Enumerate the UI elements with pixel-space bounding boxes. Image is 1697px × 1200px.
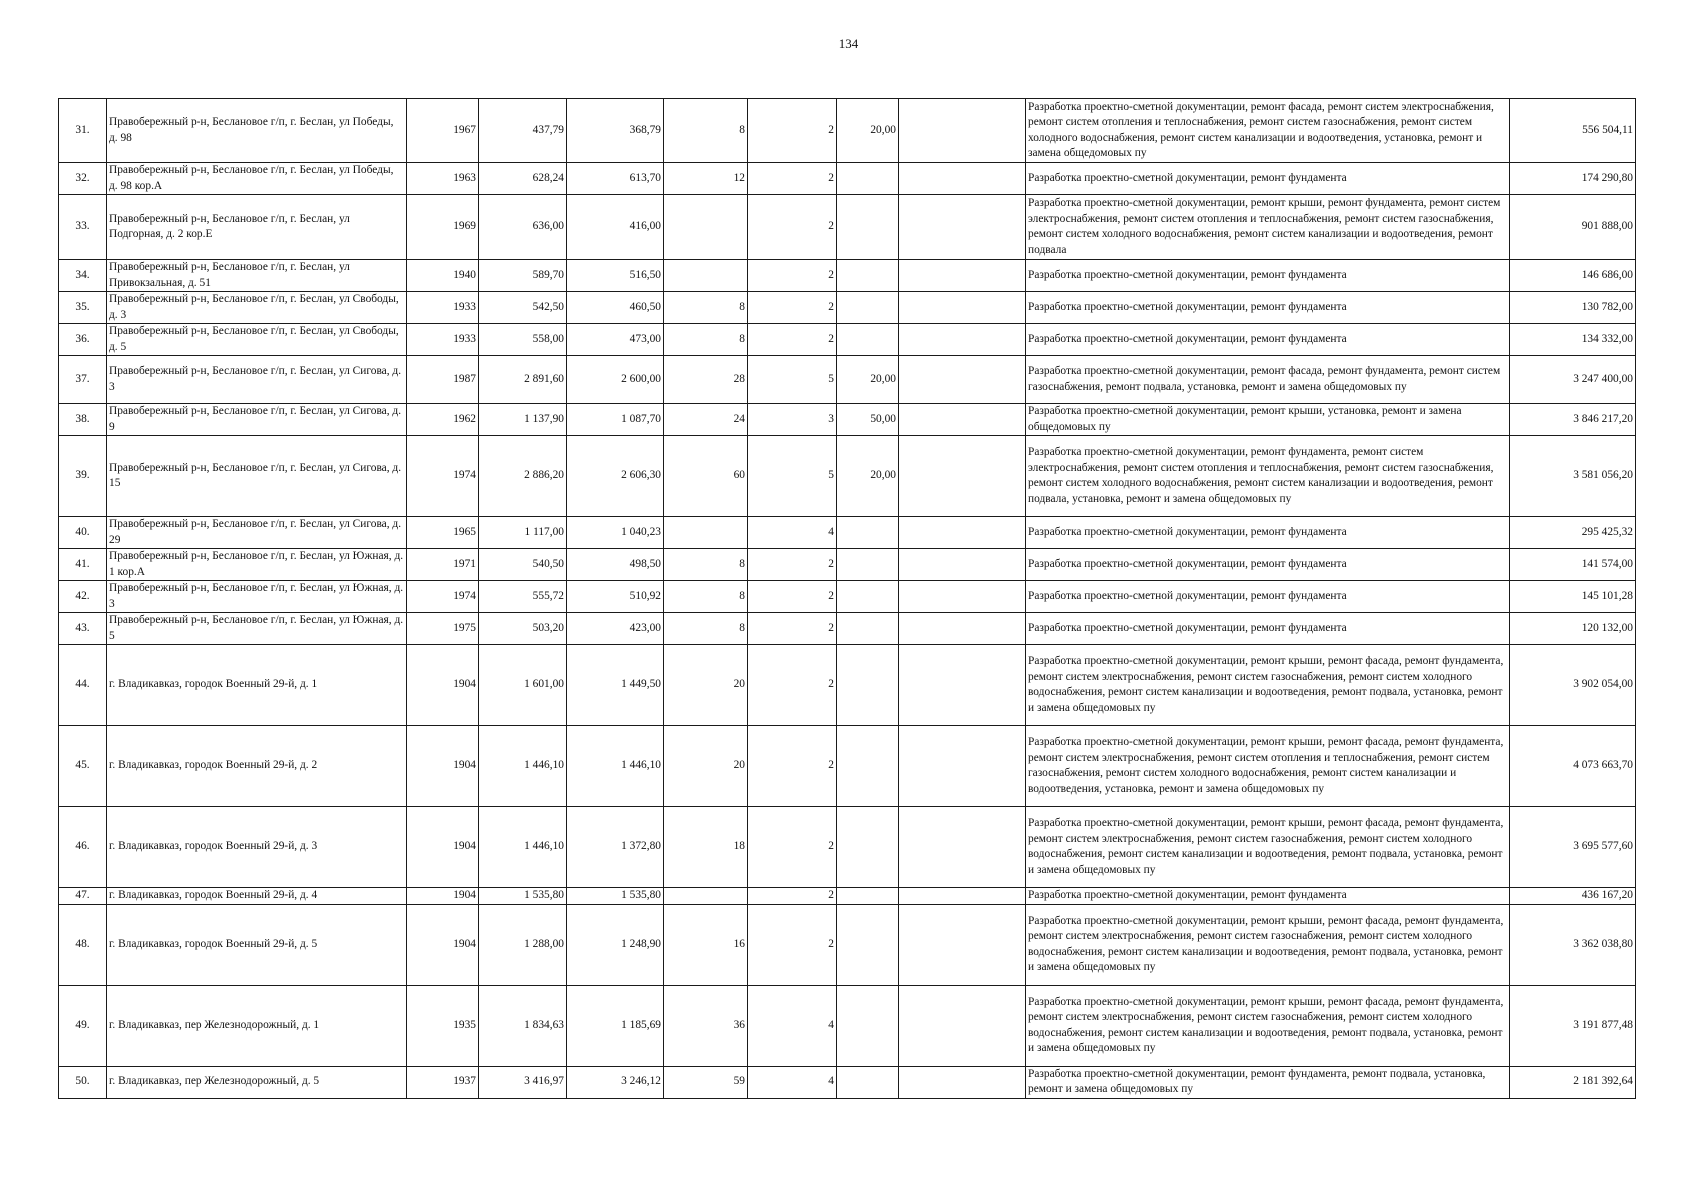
row-address: Правобережный р-н, Беслановое г/п, г. Беслан, ул Сигова, д. 15	[107, 436, 407, 517]
row-living-area: 1 040,23	[567, 517, 664, 549]
row-works: Разработка проектно-сметной документации, ремонт фундамента, ремонт подвала, установка, ремонт и замена общедомовых пу	[1026, 1066, 1510, 1098]
row-total-area: 540,50	[479, 549, 567, 581]
row-works: Разработка проектно-сметной документации, ремонт фундамента	[1026, 581, 1510, 613]
row-living-area: 1 372,80	[567, 807, 664, 888]
row-cost: 3 362 038,80	[1510, 904, 1636, 985]
row-number: 38.	[59, 404, 107, 436]
row-works: Разработка проектно-сметной документации, ремонт крыши, ремонт фасада, ремонт фундамента, ремонт систем электроснабжения, ремонт систем газоснабжения, ремонт систем холодного водоснабжения, ремонт систем канализации и водоотведения, ремонт подвала, установка, ремонт и замена общедомовых пу	[1026, 807, 1510, 888]
row-address: г. Владикавказ, пер Железнодорожный, д. 5	[107, 1066, 407, 1098]
row-living-area: 1 446,10	[567, 726, 664, 807]
row-living-area: 368,79	[567, 99, 664, 163]
row-residents: 8	[664, 99, 748, 163]
table-row	[59, 888, 1636, 905]
row-year: 1967	[407, 99, 479, 163]
row-year: 1904	[407, 904, 479, 985]
row-cost: 130 782,00	[1510, 292, 1636, 324]
row-extra	[899, 404, 1026, 436]
row-number: 31.	[59, 99, 107, 163]
row-total-area: 589,70	[479, 260, 567, 292]
row-works: Разработка проектно-сметной документации, ремонт фундамента, ремонт систем электроснабжения, ремонт систем отопления и теплоснабжения, ремонт систем газоснабжения, ремонт систем холодного водоснабжения, ремонт систем канализации и водоотведения, ремонт подвала, установка, ремонт и замена общедомовых пу	[1026, 436, 1510, 517]
row-wear	[837, 904, 899, 985]
row-number: 43.	[59, 613, 107, 645]
row-living-area: 1 248,90	[567, 904, 664, 985]
row-number: 45.	[59, 726, 107, 807]
row-number: 50.	[59, 1066, 107, 1098]
row-cost: 556 504,11	[1510, 99, 1636, 163]
row-residents	[664, 888, 748, 905]
row-floors: 2	[748, 163, 837, 195]
row-year: 1933	[407, 292, 479, 324]
table-row	[59, 517, 1636, 549]
row-floors: 2	[748, 549, 837, 581]
row-residents: 20	[664, 726, 748, 807]
row-works: Разработка проектно-сметной документации, ремонт фундамента	[1026, 888, 1510, 905]
row-extra	[899, 436, 1026, 517]
row-extra	[899, 613, 1026, 645]
table-row	[59, 163, 1636, 195]
row-address: г. Владикавказ, городок Военный 29-й, д. 3	[107, 807, 407, 888]
row-floors: 2	[748, 260, 837, 292]
row-wear: 20,00	[837, 99, 899, 163]
row-works: Разработка проектно-сметной документации, ремонт фундамента	[1026, 613, 1510, 645]
row-cost: 134 332,00	[1510, 324, 1636, 356]
row-address: г. Владикавказ, городок Военный 29-й, д. 4	[107, 888, 407, 905]
table-row	[59, 985, 1636, 1066]
row-works: Разработка проектно-сметной документации, ремонт фундамента	[1026, 517, 1510, 549]
row-residents: 8	[664, 613, 748, 645]
table-row	[59, 581, 1636, 613]
row-number: 32.	[59, 163, 107, 195]
row-address: г. Владикавказ, городок Военный 29-й, д. 1	[107, 645, 407, 726]
row-residents	[664, 195, 748, 260]
row-year: 1904	[407, 726, 479, 807]
row-wear: 20,00	[837, 436, 899, 517]
row-works: Разработка проектно-сметной документации, ремонт крыши, ремонт фасада, ремонт фундамента, ремонт систем электроснабжения, ремонт систем газоснабжения, ремонт систем холодного водоснабжения, ремонт систем канализации и водоотведения, ремонт подвала, установка, ремонт и замена общедомовых пу	[1026, 904, 1510, 985]
table-row	[59, 324, 1636, 356]
row-floors: 2	[748, 99, 837, 163]
row-total-area: 1 446,10	[479, 726, 567, 807]
row-extra	[899, 581, 1026, 613]
row-residents: 59	[664, 1066, 748, 1098]
row-wear	[837, 613, 899, 645]
row-residents: 8	[664, 292, 748, 324]
row-wear	[837, 807, 899, 888]
table-row	[59, 260, 1636, 292]
row-cost: 3 191 877,48	[1510, 985, 1636, 1066]
table-row	[59, 404, 1636, 436]
row-cost: 3 846 217,20	[1510, 404, 1636, 436]
row-year: 1935	[407, 985, 479, 1066]
row-cost: 145 101,28	[1510, 581, 1636, 613]
table-row	[59, 613, 1636, 645]
row-residents: 28	[664, 356, 748, 404]
row-wear: 50,00	[837, 404, 899, 436]
row-cost: 146 686,00	[1510, 260, 1636, 292]
row-residents: 8	[664, 581, 748, 613]
row-extra	[899, 726, 1026, 807]
row-extra	[899, 549, 1026, 581]
row-year: 1975	[407, 613, 479, 645]
row-total-area: 2 886,20	[479, 436, 567, 517]
row-address: Правобережный р-н, Беслановое г/п, г. Беслан, ул Сигова, д. 9	[107, 404, 407, 436]
row-residents: 18	[664, 807, 748, 888]
row-floors: 2	[748, 726, 837, 807]
row-extra	[899, 888, 1026, 905]
row-year: 1971	[407, 549, 479, 581]
row-wear	[837, 726, 899, 807]
row-year: 1963	[407, 163, 479, 195]
row-address: Правобережный р-н, Беслановое г/п, г. Беслан, ул Победы, д. 98	[107, 99, 407, 163]
row-cost: 174 290,80	[1510, 163, 1636, 195]
row-wear	[837, 985, 899, 1066]
row-floors: 2	[748, 904, 837, 985]
row-living-area: 1 185,69	[567, 985, 664, 1066]
row-extra	[899, 1066, 1026, 1098]
table-row	[59, 356, 1636, 404]
row-cost: 120 132,00	[1510, 613, 1636, 645]
row-residents: 60	[664, 436, 748, 517]
row-extra	[899, 99, 1026, 163]
row-address: Правобережный р-н, Беслановое г/п, г. Беслан, ул Южная, д. 5	[107, 613, 407, 645]
row-wear	[837, 888, 899, 905]
row-living-area: 510,92	[567, 581, 664, 613]
row-cost: 3 581 056,20	[1510, 436, 1636, 517]
page-number: 134	[838, 36, 859, 51]
row-year: 1962	[407, 404, 479, 436]
row-living-area: 2 606,30	[567, 436, 664, 517]
row-floors: 4	[748, 1066, 837, 1098]
table-row	[59, 807, 1636, 888]
row-total-area: 542,50	[479, 292, 567, 324]
row-works: Разработка проектно-сметной документации, ремонт крыши, ремонт фасада, ремонт фундамента, ремонт систем электроснабжения, ремонт систем газоснабжения, ремонт систем холодного водоснабжения, ремонт систем канализации и водоотведения, ремонт подвала, установка, ремонт и замена общедомовых пу	[1026, 645, 1510, 726]
row-residents: 8	[664, 549, 748, 581]
row-cost: 4 073 663,70	[1510, 726, 1636, 807]
row-extra	[899, 195, 1026, 260]
row-total-area: 1 535,80	[479, 888, 567, 905]
row-wear	[837, 163, 899, 195]
row-works: Разработка проектно-сметной документации, ремонт фундамента	[1026, 260, 1510, 292]
row-works: Разработка проектно-сметной документации, ремонт фундамента	[1026, 549, 1510, 581]
row-wear	[837, 195, 899, 260]
table-body	[59, 99, 1636, 1099]
row-works: Разработка проектно-сметной документации, ремонт фундамента	[1026, 163, 1510, 195]
row-residents: 12	[664, 163, 748, 195]
row-extra	[899, 904, 1026, 985]
row-floors: 2	[748, 195, 837, 260]
row-living-area: 473,00	[567, 324, 664, 356]
row-residents: 24	[664, 404, 748, 436]
row-year: 1974	[407, 436, 479, 517]
row-residents: 8	[664, 324, 748, 356]
row-cost: 3 695 577,60	[1510, 807, 1636, 888]
row-works: Разработка проектно-сметной документации, ремонт фасада, ремонт систем электроснабжения, ремонт систем отопления и теплоснабжения, ремонт систем газоснабжения, ремонт систем холодного водоснабжения, ремонт систем канализации и водоотведения, установка, ремонт и замена общедомовых пу	[1026, 99, 1510, 163]
row-living-area: 1 535,80	[567, 888, 664, 905]
row-living-area: 1 449,50	[567, 645, 664, 726]
row-extra	[899, 517, 1026, 549]
row-works: Разработка проектно-сметной документации, ремонт фундамента	[1026, 292, 1510, 324]
row-works: Разработка проектно-сметной документации, ремонт крыши, установка, ремонт и замена общедомовых пу	[1026, 404, 1510, 436]
row-living-area: 1 087,70	[567, 404, 664, 436]
row-address: Правобережный р-н, Беслановое г/п, г. Беслан, ул Свободы, д. 5	[107, 324, 407, 356]
table-row	[59, 549, 1636, 581]
row-address: г. Владикавказ, городок Военный 29-й, д. 2	[107, 726, 407, 807]
row-extra	[899, 324, 1026, 356]
row-total-area: 555,72	[479, 581, 567, 613]
row-year: 1937	[407, 1066, 479, 1098]
row-wear: 20,00	[837, 356, 899, 404]
row-year: 1969	[407, 195, 479, 260]
row-floors: 2	[748, 292, 837, 324]
row-year: 1974	[407, 581, 479, 613]
row-number: 36.	[59, 324, 107, 356]
row-works: Разработка проектно-сметной документации, ремонт фундамента	[1026, 324, 1510, 356]
row-total-area: 2 891,60	[479, 356, 567, 404]
row-works: Разработка проектно-сметной документации, ремонт крыши, ремонт фасада, ремонт фундамента, ремонт систем электроснабжения, ремонт систем газоснабжения, ремонт систем холодного водоснабжения, ремонт систем канализации и водоотведения, ремонт подвала, установка, ремонт и замена общедомовых пу	[1026, 985, 1510, 1066]
row-address: г. Владикавказ, пер Железнодорожный, д. 1	[107, 985, 407, 1066]
row-year: 1904	[407, 888, 479, 905]
row-living-area: 416,00	[567, 195, 664, 260]
row-number: 35.	[59, 292, 107, 324]
table-row	[59, 645, 1636, 726]
row-works: Разработка проектно-сметной документации, ремонт крыши, ремонт фасада, ремонт фундамента, ремонт систем электроснабжения, ремонт систем отопления и теплоснабжения, ремонт систем газоснабжения, ремонт систем холодного водоснабжения, ремонт систем канализации и водоотведения, установка, ремонт и замена общедомовых пу	[1026, 726, 1510, 807]
row-floors: 2	[748, 888, 837, 905]
row-number: 48.	[59, 904, 107, 985]
row-year: 1940	[407, 260, 479, 292]
row-number: 37.	[59, 356, 107, 404]
row-extra	[899, 985, 1026, 1066]
row-residents: 16	[664, 904, 748, 985]
row-living-area: 516,50	[567, 260, 664, 292]
row-residents: 36	[664, 985, 748, 1066]
row-total-area: 503,20	[479, 613, 567, 645]
row-floors: 2	[748, 645, 837, 726]
row-year: 1933	[407, 324, 479, 356]
row-year: 1904	[407, 645, 479, 726]
row-living-area: 498,50	[567, 549, 664, 581]
row-number: 39.	[59, 436, 107, 517]
row-total-area: 1 288,00	[479, 904, 567, 985]
row-address: Правобережный р-н, Беслановое г/п, г. Беслан, ул Свободы, д. 3	[107, 292, 407, 324]
row-floors: 4	[748, 517, 837, 549]
row-wear	[837, 260, 899, 292]
row-cost: 2 181 392,64	[1510, 1066, 1636, 1098]
row-number: 49.	[59, 985, 107, 1066]
row-number: 34.	[59, 260, 107, 292]
row-living-area: 3 246,12	[567, 1066, 664, 1098]
row-address: Правобережный р-н, Беслановое г/п, г. Беслан, ул Подгорная, д. 2 кор.Е	[107, 195, 407, 260]
table-row	[59, 99, 1636, 163]
row-year: 1904	[407, 807, 479, 888]
row-wear	[837, 645, 899, 726]
row-total-area: 1 137,90	[479, 404, 567, 436]
row-floors: 2	[748, 807, 837, 888]
row-wear	[837, 549, 899, 581]
row-total-area: 1 834,63	[479, 985, 567, 1066]
row-total-area: 558,00	[479, 324, 567, 356]
row-number: 42.	[59, 581, 107, 613]
row-cost: 295 425,32	[1510, 517, 1636, 549]
row-total-area: 437,79	[479, 99, 567, 163]
row-address: г. Владикавказ, городок Военный 29-й, д. 5	[107, 904, 407, 985]
table-row	[59, 1066, 1636, 1098]
row-number: 33.	[59, 195, 107, 260]
row-total-area: 636,00	[479, 195, 567, 260]
row-address: Правобережный р-н, Беслановое г/п, г. Беслан, ул Победы, д. 98 кор.А	[107, 163, 407, 195]
row-number: 40.	[59, 517, 107, 549]
row-extra	[899, 292, 1026, 324]
row-extra	[899, 356, 1026, 404]
row-residents: 20	[664, 645, 748, 726]
row-wear	[837, 517, 899, 549]
table-row	[59, 195, 1636, 260]
row-floors: 2	[748, 581, 837, 613]
row-floors: 2	[748, 613, 837, 645]
row-total-area: 3 416,97	[479, 1066, 567, 1098]
row-address: Правобережный р-н, Беслановое г/п, г. Беслан, ул Сигова, д. 29	[107, 517, 407, 549]
row-address: Правобережный р-н, Беслановое г/п, г. Беслан, ул Южная, д. 1 кор.А	[107, 549, 407, 581]
row-cost: 141 574,00	[1510, 549, 1636, 581]
row-floors: 5	[748, 356, 837, 404]
row-floors: 2	[748, 324, 837, 356]
row-extra	[899, 260, 1026, 292]
row-residents	[664, 517, 748, 549]
row-number: 44.	[59, 645, 107, 726]
row-floors: 5	[748, 436, 837, 517]
row-total-area: 1 601,00	[479, 645, 567, 726]
row-living-area: 460,50	[567, 292, 664, 324]
row-extra	[899, 645, 1026, 726]
row-wear	[837, 581, 899, 613]
row-living-area: 423,00	[567, 613, 664, 645]
table-row	[59, 292, 1636, 324]
row-number: 41.	[59, 549, 107, 581]
row-address: Правобережный р-н, Беслановое г/п, г. Беслан, ул Сигова, д. 3	[107, 356, 407, 404]
row-extra	[899, 807, 1026, 888]
table-row	[59, 904, 1636, 985]
row-cost: 436 167,20	[1510, 888, 1636, 905]
row-year: 1965	[407, 517, 479, 549]
row-floors: 3	[748, 404, 837, 436]
row-cost: 3 902 054,00	[1510, 645, 1636, 726]
table-row	[59, 726, 1636, 807]
row-residents	[664, 260, 748, 292]
row-cost: 3 247 400,00	[1510, 356, 1636, 404]
row-floors: 4	[748, 985, 837, 1066]
row-works: Разработка проектно-сметной документации, ремонт фасада, ремонт фундамента, ремонт систем газоснабжения, ремонт подвала, установка, ремонт и замена общедомовых пу	[1026, 356, 1510, 404]
row-living-area: 613,70	[567, 163, 664, 195]
housing-repair-table	[58, 98, 1636, 1099]
row-total-area: 628,24	[479, 163, 567, 195]
row-total-area: 1 117,00	[479, 517, 567, 549]
row-extra	[899, 163, 1026, 195]
row-address: Правобережный р-н, Беслановое г/п, г. Беслан, ул Привокзальная, д. 51	[107, 260, 407, 292]
row-wear	[837, 324, 899, 356]
row-address: Правобережный р-н, Беслановое г/п, г. Беслан, ул Южная, д. 3	[107, 581, 407, 613]
row-works: Разработка проектно-сметной документации, ремонт крыши, ремонт фундамента, ремонт систем электроснабжения, ремонт систем отопления и теплоснабжения, ремонт систем газоснабжения, ремонт систем холодного водоснабжения, ремонт систем канализации и водоотведения, ремонт подвала	[1026, 195, 1510, 260]
row-wear	[837, 292, 899, 324]
table-row	[59, 436, 1636, 517]
row-number: 46.	[59, 807, 107, 888]
row-year: 1987	[407, 356, 479, 404]
row-cost: 901 888,00	[1510, 195, 1636, 260]
row-wear	[837, 1066, 899, 1098]
row-living-area: 2 600,00	[567, 356, 664, 404]
row-number: 47.	[59, 888, 107, 905]
row-total-area: 1 446,10	[479, 807, 567, 888]
